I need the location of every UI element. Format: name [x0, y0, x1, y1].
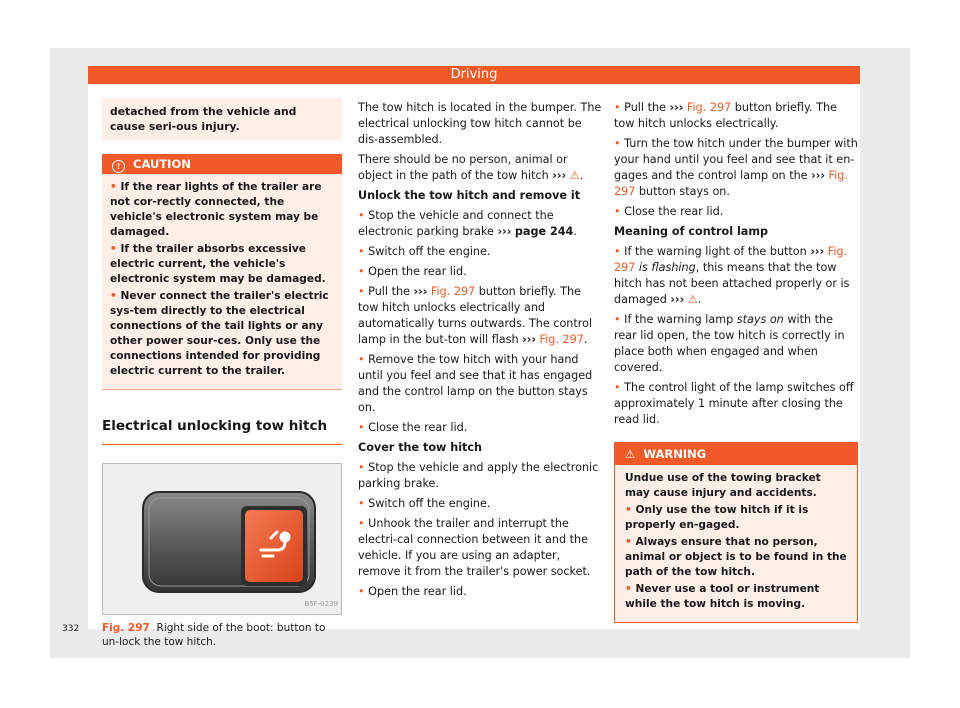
caution-title: CAUTION [133, 157, 191, 171]
caution-header [102, 154, 342, 174]
figure-link[interactable]: Fig. 297 [539, 333, 584, 346]
list-item: • Stop the vehicle and apply the electronic parking brake. [358, 461, 599, 490]
caution-item: • Never connect the trailer's electric sys-tem directly to the electrical connections of the tail lights or any other power sour-ces. Only use the connections intended for providing electric current to the trailer. [110, 290, 329, 377]
bullet-icon: • [358, 497, 365, 510]
figure-caption [102, 621, 342, 649]
paragraph: There should be no person, animal or object in the path of the tow hitch ››› ⚠. [358, 153, 584, 182]
figure-link[interactable]: Fig. 297 [430, 285, 476, 298]
tow-hitch-button-illustration [103, 464, 341, 614]
list-item: • If the warning lamp stays on with the rear lid open, the tow hitch is correctly in place both when engaged and when covered. [614, 313, 845, 374]
arrow-icon: ››› [810, 245, 825, 258]
list-item: • Remove the tow hitch with your hand until you feel and see that it has engaged and the control lamp on the button stays on. [358, 353, 593, 414]
warning-header [615, 443, 857, 465]
figure-link[interactable]: Fig. 297 [614, 245, 848, 274]
section-header: Driving [88, 66, 860, 84]
figure-link[interactable]: Fig. 297 [614, 169, 848, 198]
list-item: • Open the rear lid. [358, 585, 467, 598]
bullet-icon: • [358, 517, 365, 530]
subheading: Cover the tow hitch [358, 441, 482, 454]
caution-item: • If the rear lights of the trailer are not cor-rectly connected, the vehicle's electronic system may be damaged. [110, 181, 322, 238]
arrow-icon: ››› [811, 169, 825, 182]
page-number: 332 [62, 624, 80, 634]
bullet-icon: • [614, 101, 621, 114]
bullet-icon: • [614, 205, 621, 218]
bullet-icon: • [358, 245, 365, 258]
bullet-icon: • [110, 243, 117, 255]
arrow-icon: ››› [552, 169, 567, 182]
list-item: • Switch off the engine. [358, 497, 491, 510]
bullet-icon: • [110, 290, 117, 302]
bullet-icon: • [614, 313, 621, 326]
subheading: Meaning of control lamp [614, 225, 768, 238]
caution-icon: ! [112, 160, 125, 173]
continued-warning-text: detached from the vehicle and cause seri-ous injury. [102, 98, 342, 140]
bullet-icon: • [614, 245, 621, 258]
list-item: • If the warning light of the button ››› Fig. 297 is flashing, this means that the tow hitch has not been attached properly or is damaged ››› ⚠. [614, 245, 850, 306]
list-item: • The control light of the lamp switches off approximately 1 minute after closing the read lid. [614, 381, 854, 426]
warning-item: • Always ensure that no person, animal or object is to be found in the path of the tow hitch. [625, 536, 847, 578]
caution-item: • If the trailer absorbs excessive electric current, the vehicle's electronic system may be damaged. [110, 243, 326, 285]
arrow-icon: ››› [413, 285, 428, 298]
bullet-icon: • [358, 285, 365, 298]
bullet-icon: • [614, 137, 621, 150]
bullet-icon: • [625, 583, 632, 595]
arrow-icon: ››› [522, 333, 536, 346]
warning-triangle-icon: ⚠ [625, 447, 636, 461]
bullet-icon: • [358, 209, 365, 222]
warning-triangle-icon[interactable]: ⚠ [569, 169, 580, 182]
bullet-icon: • [358, 461, 365, 474]
bullet-icon: • [358, 265, 365, 278]
list-item: • Unhook the trailer and interrupt the electri-cal connection between it and the vehicle. If you are using an adapter, remove it from the trailer's power socket. [358, 517, 591, 578]
warning-title: WARNING [643, 447, 707, 461]
list-item: • Pull the ››› Fig. 297 button briefly. The tow hitch unlocks electrically and automatically turns outwards. The control lamp in the but-ton will flash ››› Fig. 297. [358, 285, 593, 346]
caution-body [102, 174, 342, 389]
arrow-icon: ››› [670, 293, 685, 306]
list-item: • Close the rear lid. [614, 205, 724, 218]
figure-tow-hitch-button [102, 463, 342, 615]
arrow-icon: ››› [669, 101, 684, 114]
warning-item: • Only use the tow hitch if it is properly en-gaged. [625, 504, 809, 531]
page-link[interactable]: page 244 [514, 225, 574, 238]
bullet-icon: • [614, 381, 621, 394]
list-item: • Stop the vehicle and connect the electronic parking brake ››› page 244. [358, 209, 577, 238]
caption-label: Fig. 297 [102, 622, 150, 634]
bullet-icon: • [358, 421, 365, 434]
bullet-icon: • [110, 181, 117, 193]
caution-box [102, 154, 342, 390]
figure-link[interactable]: Fig. 297 [686, 101, 732, 114]
list-item: • Pull the ››› Fig. 297 button briefly. The tow hitch unlocks electrically. [614, 101, 837, 130]
warning-intro: Undue use of the towing bracket may cause injury and accidents. [625, 472, 821, 499]
figure-code: B5F-0239 [304, 600, 338, 608]
warning-item: • Never use a tool or instrument while the tow hitch is moving. [625, 583, 820, 610]
column-right [614, 100, 858, 623]
bullet-icon: • [358, 585, 365, 598]
list-item: • Open the rear lid. [358, 265, 467, 278]
bullet-icon: • [625, 536, 632, 548]
list-item: • Turn the tow hitch under the bumper with your hand until you feel and see that it en-gages and the control lamp on the ››› Fig. 297 button stays on. [614, 137, 858, 198]
bullet-icon: • [625, 504, 632, 516]
subheading: Unlock the tow hitch and remove it [358, 189, 581, 202]
arrow-icon: ››› [497, 225, 512, 238]
paragraph: The tow hitch is located in the bumper. The electrical unlocking tow hitch cannot be dis-assembled. [358, 101, 602, 146]
list-item: • Close the rear lid. [358, 421, 468, 434]
warning-box [614, 442, 858, 623]
bullet-icon: • [358, 353, 365, 366]
warning-triangle-icon[interactable]: ⚠ [687, 293, 698, 306]
warning-body [615, 465, 857, 622]
column-middle [358, 100, 602, 604]
caption-text: Right side of the boot: button to un-lock the tow hitch. [102, 622, 326, 648]
list-item: • Switch off the engine. [358, 245, 491, 258]
column-left [102, 100, 342, 649]
section-title: Electrical unlocking tow hitch [102, 418, 342, 445]
